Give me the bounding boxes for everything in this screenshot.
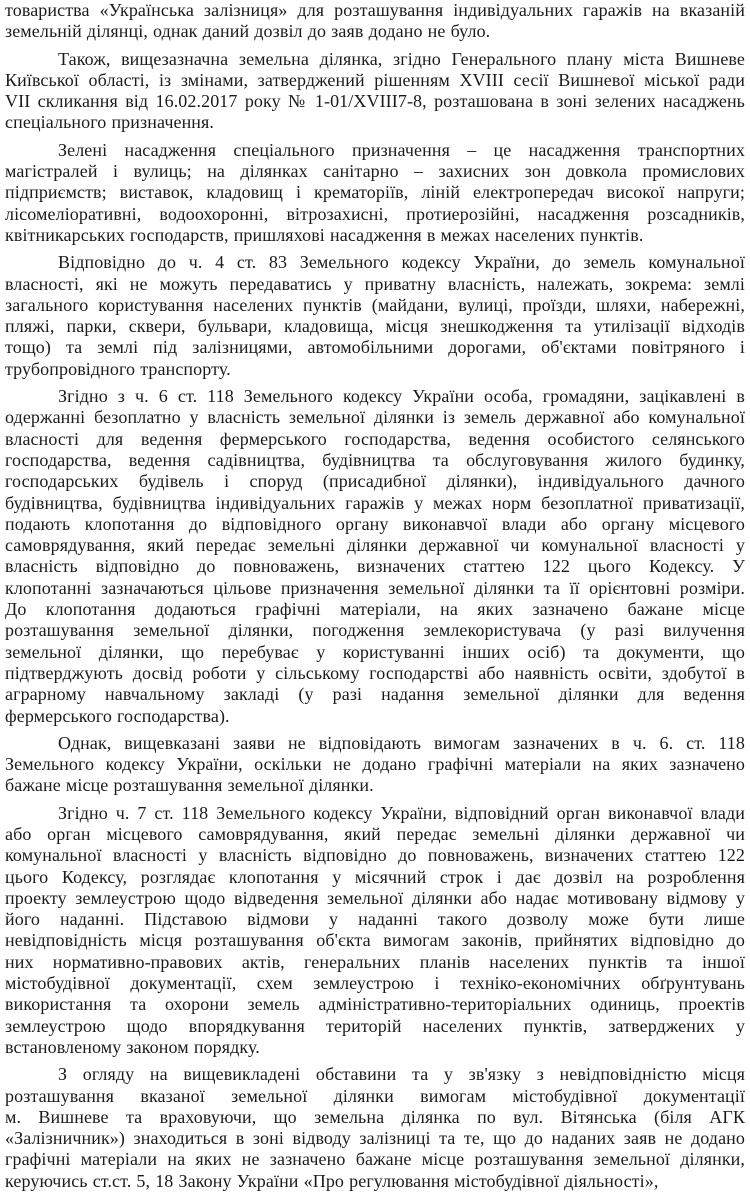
- paragraph: [5, 0, 745, 43]
- text-line: Згідно з ч. 6 ст. 118 Земельного кодексу України особа, громадяни, зацікавлені в: [58, 386, 745, 407]
- text-line: одержанні безоплатно у власність земельної ділянки із земель державної або комунальної: [5, 407, 745, 428]
- text-line: використання та охорони земель адміністративно-територіальних одиниць, проектів: [5, 994, 745, 1015]
- text-line: встановленому законом порядку.: [5, 1036, 260, 1057]
- text-line: власності для ведення фермерського господарства, ведення особистого селянського: [5, 428, 745, 449]
- text-line: трубопровідного транспорту.: [5, 358, 231, 379]
- text-line: клопотанні зазначаються цільове призначення земельної ділянки та її орієнтовні розміри.: [5, 577, 745, 598]
- text-line: розташування вказаної земельної ділянки вимогам містобудівної документації: [5, 1085, 745, 1106]
- paragraph: [5, 140, 745, 246]
- text-line: земельної ділянки, що перебуває у користуванні інших осіб) та документи, що: [5, 641, 745, 662]
- text-line: Також, вищезазначна земельна ділянка, згідно Генерального плану міста Вишневе: [58, 48, 745, 69]
- text-line: товариства «Українська залізниця» для розташування індивідуальних гаражів на вказаній: [5, 0, 745, 20]
- text-line: цього Кодексу, розглядає клопотання у місячний строк і дає дозвіл на розроблення: [5, 866, 745, 887]
- text-line: містобудівної документації, схем землеустрою і техніко-економічних обґрунтувань: [5, 973, 745, 994]
- text-line: графічні матеріали на яких не зазначено бажане місце розташування земельної ділянки,: [5, 1149, 745, 1170]
- text-line: його наданні. Підставою відмови у наданні такого дозволу може бути лише: [5, 909, 745, 930]
- text-line: Земельного кодексу України, оскільки не додано графічні матеріали на яких зазначено: [5, 754, 745, 775]
- text-line: підтверджують досвід роботи у сільському господарстві або наявність освіти, здобутої в: [5, 662, 745, 683]
- paragraph: [5, 49, 745, 134]
- text-line: подають клопотання до відповідного органу виконавчої влади або органу місцевого: [5, 513, 745, 534]
- text-line: власності, які не можуть передаватись у приватну власність, належать, зокрема: землі: [5, 273, 745, 294]
- text-line: власність відповідно до повноважень, визначених статтею 122 цього Кодексу. У: [5, 556, 745, 577]
- text-line: пляжі, парки, сквери, бульвари, кладовища, місця знешкодження та утилізації відходів: [5, 316, 745, 337]
- text-line: Однак, вищевказані заяви не відповідають вимогам зазначених в ч. 6. ст. 118: [58, 732, 745, 753]
- text-line: магістралей і вулиць; на ділянках санітарно – захисних зон довкола промислових: [5, 161, 745, 182]
- text-line: фермерського господарства).: [5, 705, 230, 726]
- text-line: Відповідно до ч. 4 ст. 83 Земельного кодексу України, до земель комунальної: [58, 252, 745, 273]
- text-line: підприємств; виставок, кладовищ і крематоріїв, ліній електропередач високої напруги;: [5, 182, 745, 203]
- paragraph: [5, 733, 745, 797]
- text-line: аграрному навчальному закладі (у разі надання земельної ділянки для ведення: [5, 684, 745, 705]
- text-line: невідповідність місця розташування об'єкта вимогам законів, прийнятих відповідно до: [5, 930, 745, 951]
- text-line: квітникарських господарств, пришляхові насадження в межах населених пунктів.: [5, 224, 644, 245]
- text-line: загального користування населених пунктів (майдани, вулиці, проїзди, шляхи, набережні,: [5, 294, 745, 315]
- text-line: «Залізничник») знаходиться в зоні відводу залізниці та те, що до наданих заяв не додано: [5, 1128, 745, 1149]
- paragraph: [5, 1064, 745, 1192]
- text-line: м. Вишневе та враховуючи, що земельна ділянка по вул. Вітянська (біля АГК: [5, 1106, 745, 1127]
- text-line: бажане місце розташування земельної ділянки.: [5, 775, 374, 796]
- text-line: самоврядування, який передає земельні ділянки державної чи комунальної власності у: [5, 535, 745, 556]
- paragraph: [5, 252, 745, 380]
- text-line: земельній ділянці, однак даний дозвіл до заяв додано не було.: [5, 21, 491, 42]
- text-line: Згідно ч. 7 ст. 118 Земельного кодексу України, відповідний орган виконавчої влади: [58, 802, 745, 823]
- text-line: комунальної власності у власність відповідно до повноважень, визначених статтею 122: [5, 845, 745, 866]
- text-line: лісомеліоративні, водоохоронні, вітрозахисні, протиерозійні, насадження розсадників,: [5, 203, 745, 224]
- document-body: [5, 0, 745, 1192]
- text-line: проекту землеустрою щодо відведення земельної ділянки або надає мотивовану відмову у: [5, 887, 745, 908]
- paragraph: [5, 803, 745, 1059]
- text-line: До клопотання додаються графічні матеріали, на яких зазначено бажане місце: [5, 599, 745, 620]
- text-line: VII скликання від 16.02.2017 року № 1-01/XVIII7-8, розташована в зоні зелених насаджень: [5, 91, 745, 112]
- text-line: Зелені насадження спеціального призначення – це насадження транспортних: [58, 139, 745, 160]
- text-line: будівництва, будівництва індивідуальних гаражів у межах норм безоплатної приватизації,: [5, 492, 745, 513]
- text-line: З огляду на вищевикладені обставини та у зв'язку з невідповідністю місця: [58, 1064, 745, 1085]
- text-line: керуючись ст.ст. 5, 18 Закону України «Про регулювання містобудівної діяльності»,: [5, 1170, 659, 1191]
- text-line: Київської області, із змінами, затверджений рішенням XVIII сесії Вишневої міської ради: [5, 69, 745, 90]
- text-line: розташування земельної ділянки, погодження землекористувача (у разі вилучення: [5, 620, 745, 641]
- paragraph: [5, 386, 745, 727]
- text-line: них нормативно-правових актів, генеральних планів населених пунктів та іншої: [5, 951, 745, 972]
- text-line: або орган місцевого самоврядування, який передає земельні ділянки державної чи: [5, 823, 745, 844]
- text-line: господарських будівель і споруд (присадибної ділянки), індивідуального дачного: [5, 471, 745, 492]
- text-line: господарства, ведення садівництва, будівництва та обслуговування жилого будинку,: [5, 449, 745, 470]
- text-line: спеціального призначення.: [5, 112, 215, 133]
- text-line: землеустрою щодо впорядкування територій населених пунктів, затверджених у: [5, 1015, 745, 1036]
- text-line: тощо) та землі під залізницями, автомобільними дорогами, об'єктами повітряного і: [5, 337, 745, 358]
